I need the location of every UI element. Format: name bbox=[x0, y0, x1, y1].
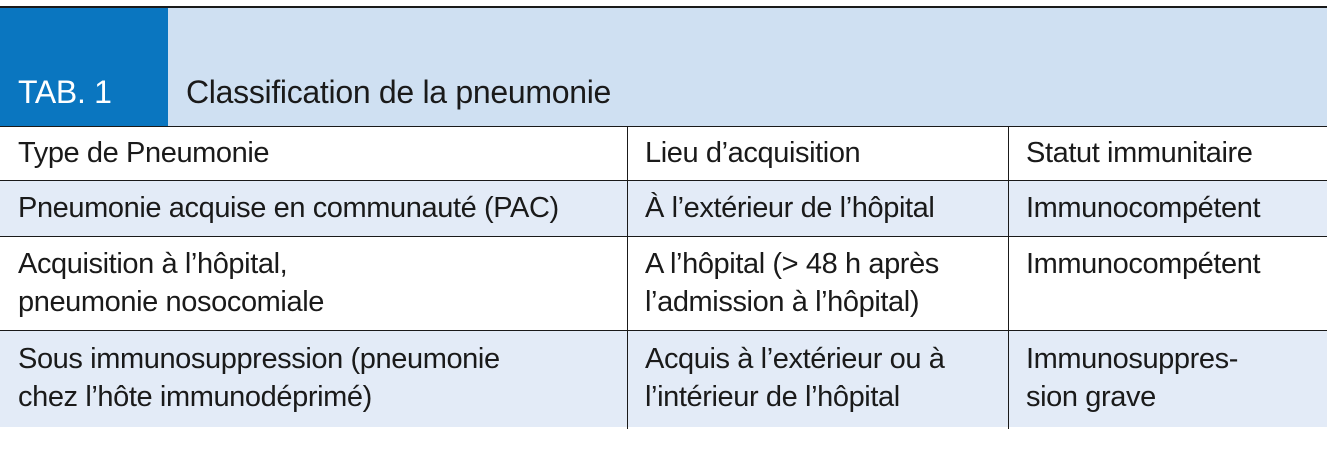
table-title-bar bbox=[0, 8, 1327, 126]
cell-line: Sous immunosuppression (pneumonie bbox=[18, 343, 500, 375]
column-divider bbox=[627, 126, 628, 429]
header-row bbox=[0, 127, 1327, 180]
classification-table bbox=[0, 6, 1327, 427]
tab-badge bbox=[0, 8, 168, 126]
table-row bbox=[0, 181, 1327, 236]
header-lieu: Lieu d’acquisition bbox=[645, 137, 861, 169]
cell-line: l’intérieur de l’hôpital bbox=[645, 381, 900, 413]
header-type: Type de Pneumonie bbox=[18, 137, 270, 169]
cell-line: pneumonie nosocomiale bbox=[18, 286, 324, 318]
cell-statut: Immunocompétent bbox=[1026, 248, 1261, 280]
table-title: Classification de la pneumonie bbox=[186, 74, 612, 110]
header-statut: Statut immunitaire bbox=[1026, 137, 1253, 169]
cell-statut: Immunocompétent bbox=[1026, 192, 1261, 224]
tab-label: TAB. 1 bbox=[18, 74, 112, 110]
cell-lieu bbox=[645, 340, 945, 416]
table-row bbox=[0, 331, 1327, 427]
cell-line: chez l’hôte immunodéprimé) bbox=[18, 381, 372, 413]
cell-line: A l’hôpital (> 48 h après bbox=[645, 248, 939, 280]
cell-line: Acquisition à l’hôpital, bbox=[18, 248, 288, 280]
cell-lieu: À l’extérieur de l’hôpital bbox=[645, 192, 935, 224]
cell-lieu bbox=[645, 245, 939, 321]
column-divider bbox=[1008, 126, 1009, 429]
table-row bbox=[0, 237, 1327, 330]
cell-type: Pneumonie acquise en communauté (PAC) bbox=[18, 192, 559, 224]
cell-line: sion grave bbox=[1026, 381, 1156, 413]
cell-statut bbox=[1026, 340, 1238, 416]
cell-line: Acquis à l’extérieur ou à bbox=[645, 343, 945, 375]
cell-type bbox=[18, 245, 324, 321]
cell-line: Immunosuppres- bbox=[1026, 343, 1238, 375]
cell-type bbox=[18, 340, 500, 416]
cell-line: l’admission à l’hôpital) bbox=[645, 286, 920, 318]
